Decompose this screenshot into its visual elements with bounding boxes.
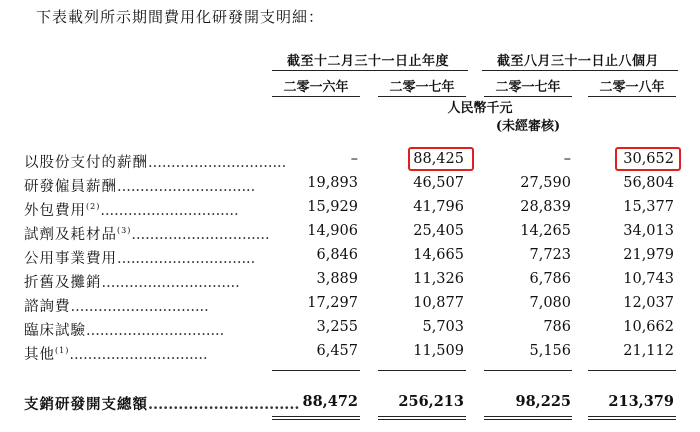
leader-dots: .............................. [69,347,208,363]
leader-dots: .............................. [100,203,239,219]
cell-value: 30,652 [623,151,674,167]
cell-value: 10,662 [623,319,674,335]
cell-value: 19,893 [307,175,358,191]
cell-value: 15,377 [623,199,674,215]
cell-value: 10,877 [413,295,464,311]
leader-dots: .............................. [148,396,300,413]
total-double-line [272,419,360,420]
row-label: 試劑及耗材品 [24,227,117,243]
cell-value: 34,013 [623,223,674,239]
leader-dots: .............................. [70,299,209,315]
subtotal-line [272,370,360,371]
leader-dots: .............................. [117,179,256,195]
total-double-line [272,416,360,417]
cell-value: 10,743 [623,271,674,287]
unaudited-label: (未經審核) [495,119,561,134]
cell-value: 98,225 [515,393,571,410]
header-year-2016: 二零一六年 [283,80,349,95]
total-double-line [378,416,466,417]
cell-value: – [350,151,358,167]
cell-value: 786 [543,319,571,335]
row-label: 折舊及攤銷 [24,275,102,291]
total-double-line [588,419,676,420]
intro-text: 下表載列所示期間費用化研發開支明細： [36,8,325,26]
table-row [0,223,700,247]
cell-value: 27,590 [520,175,571,191]
header-group-full-year: 截至十二月三十一日止年度 [286,54,449,69]
subtotal-line [484,370,572,371]
leader-dots: .............................. [101,275,240,291]
footnote-marker: (1) [55,346,70,356]
leader-dots: .............................. [86,323,225,339]
total-double-line [484,416,572,417]
cell-value: 15,929 [307,199,358,215]
subtotal-line [378,370,466,371]
footnote-marker: (3) [117,226,132,236]
highlight-box [615,147,681,171]
cell-value: 3,889 [316,271,358,287]
cell-value: 12,037 [623,295,674,311]
cell-value: 11,509 [413,343,464,359]
row-label: 其他 [24,347,55,363]
cell-value: 14,906 [307,223,358,239]
header-year-underline [272,96,360,97]
row-label: 公用事業費用 [24,251,117,267]
row-label: 臨床試驗 [24,323,86,339]
table-row [0,199,700,223]
cell-value: 56,804 [623,175,674,191]
header-group-underline [272,70,468,71]
leader-dots: .............................. [148,155,287,171]
leader-dots: .............................. [117,251,256,267]
cell-value: 7,080 [529,295,571,311]
cell-value: 256,213 [398,393,464,410]
table-row [0,151,700,175]
cell-value: 3,255 [316,319,358,335]
footnote-marker: (2) [86,202,101,212]
total-double-line [588,416,676,417]
table-row [0,295,700,319]
cell-value: 14,665 [413,247,464,263]
table-row [0,247,700,271]
cell-value: 5,703 [422,319,464,335]
table-row [0,175,700,199]
cell-value: 41,796 [413,199,464,215]
header-group-eight-months: 截至八月三十一日止八個月 [496,54,659,69]
highlight-box [408,147,474,171]
cell-value: 21,112 [623,343,674,359]
row-label: 支銷研發開支總額 [24,396,148,413]
leader-dots: .............................. [131,227,270,243]
cell-value: 28,839 [520,199,571,215]
total-double-line [484,419,572,420]
cell-value: 213,379 [608,393,674,410]
cell-value: 6,457 [316,343,358,359]
header-year-2018-8m: 二零一八年 [599,80,665,95]
cell-value: 7,723 [529,247,571,263]
subtotal-line [588,370,676,371]
cell-value: 6,786 [529,271,571,287]
header-group-underline [482,70,678,71]
row-label: 外包費用 [24,203,86,219]
cell-value: 88,425 [413,151,464,167]
header-year-2017-8m: 二零一七年 [495,80,561,95]
cell-value: 5,156 [529,343,571,359]
cell-value: 46,507 [413,175,464,191]
header-year-underline [588,96,676,97]
cell-value: 6,846 [316,247,358,263]
unit-label: 人民幣千元 [447,101,513,116]
row-label: 研發僱員薪酬 [24,179,117,195]
cell-value: 21,979 [623,247,674,263]
total-double-line [378,419,466,420]
row-label: 諮詢費 [24,299,71,315]
table-row [0,271,700,295]
total-row [0,393,700,417]
cell-value: 25,405 [413,223,464,239]
table-row [0,319,700,343]
cell-value: 17,297 [307,295,358,311]
cell-value: – [563,151,571,167]
cell-value: 11,326 [413,271,464,287]
cell-value: 88,472 [302,393,358,410]
table-row [0,343,700,367]
row-label: 以股份支付的薪酬 [24,155,148,171]
cell-value: 14,265 [520,223,571,239]
header-year-2017: 二零一七年 [389,80,455,95]
